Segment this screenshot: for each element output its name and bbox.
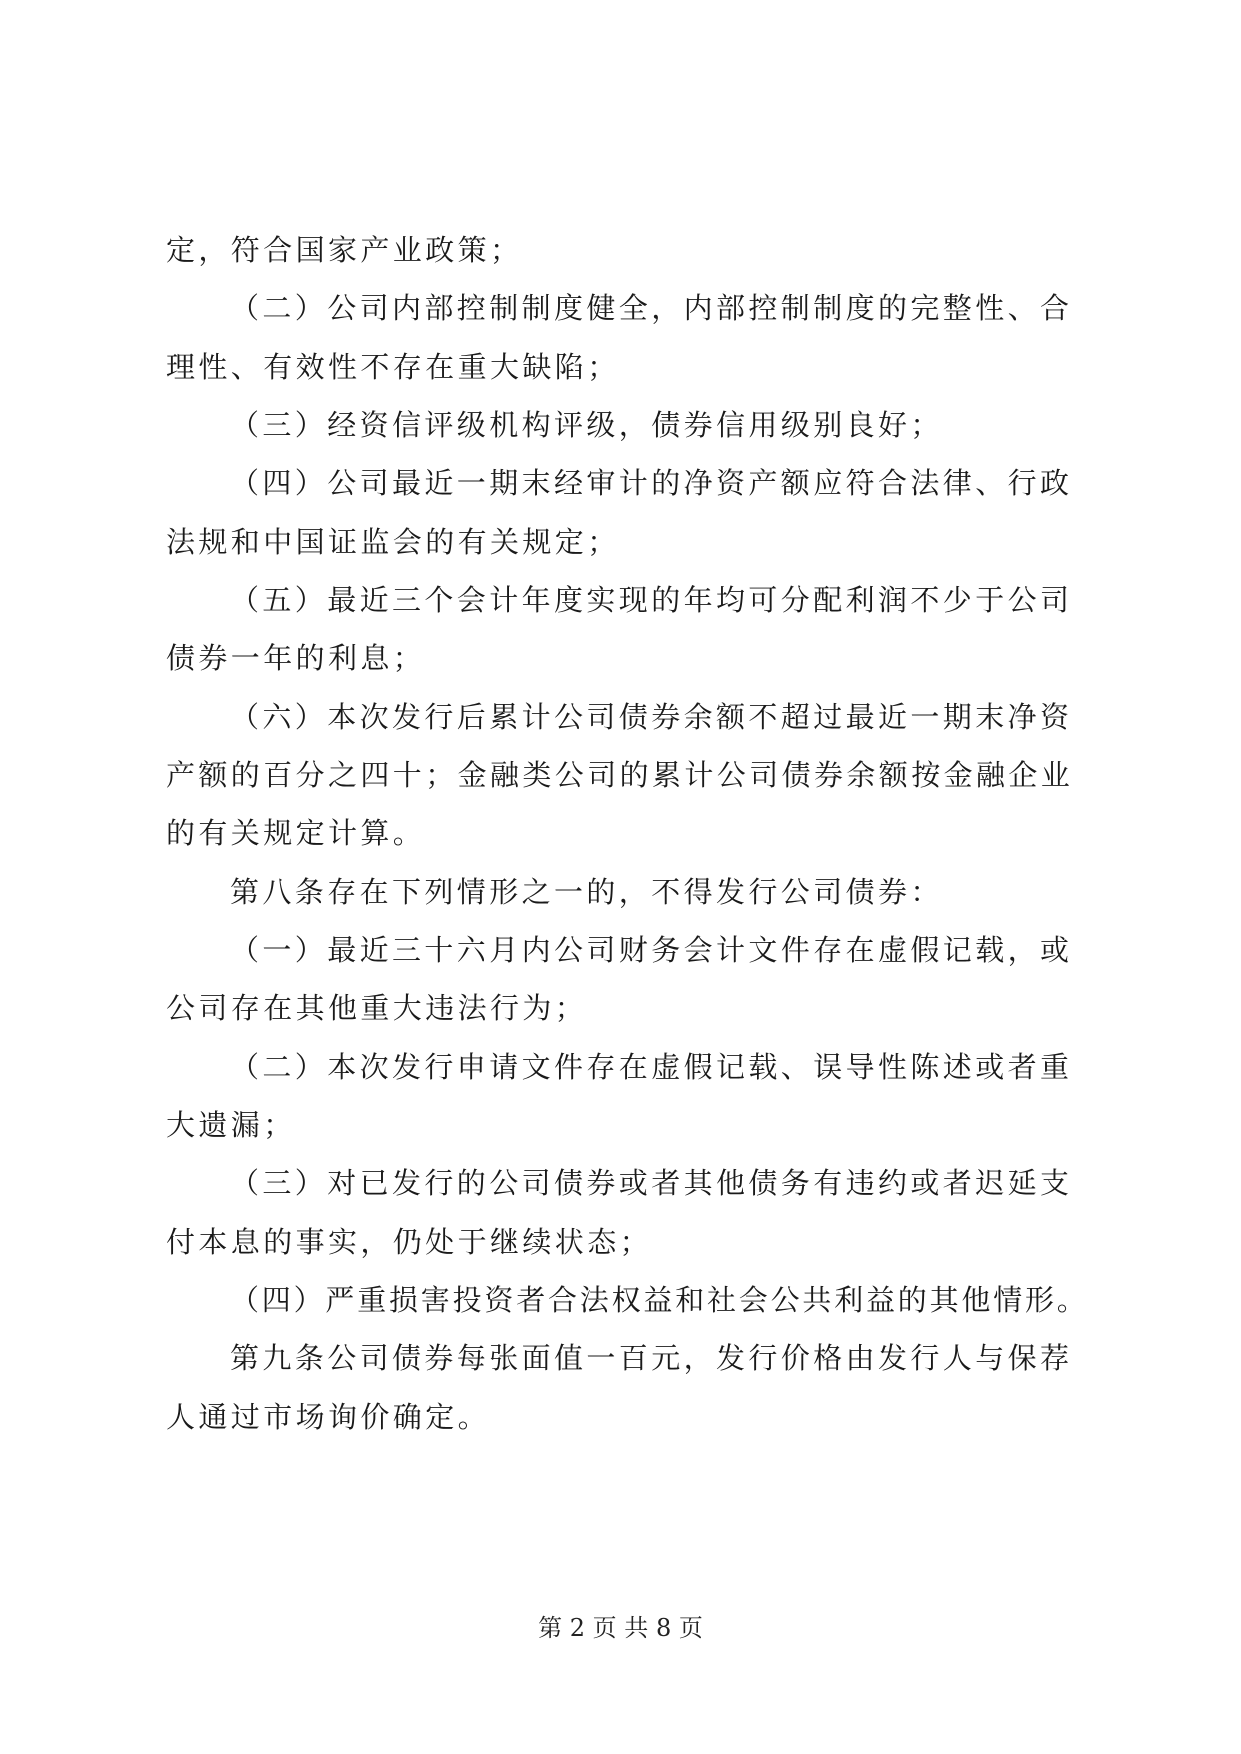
- text-line: 法规和中国证监会的有关规定；: [166, 525, 620, 559]
- text-line: 第八条存在下列情形之一的，不得发行公司债券：: [230, 875, 943, 909]
- text-line: 定，符合国家产业政策；: [166, 233, 523, 267]
- page-number-footer: 第 2 页 共 8 页: [538, 1614, 703, 1642]
- text-line: （二）本次发行申请文件存在虚假记载、误导性陈述或者重: [230, 1050, 1073, 1084]
- text-line: 债券一年的利息；: [166, 641, 426, 675]
- text-line: 的有关规定计算。: [166, 816, 426, 850]
- text-line: 理性、有效性不存在重大缺陷；: [166, 350, 620, 384]
- text-line: （二）公司内部控制制度健全，内部控制制度的完整性、合: [230, 291, 1073, 325]
- text-line: 人通过市场询价确定。: [166, 1400, 491, 1434]
- text-line: （五）最近三个会计年度实现的年均可分配利润不少于公司: [230, 583, 1073, 617]
- text-line: （四）严重损害投资者合法权益和社会公共利益的其他情形。: [230, 1283, 1089, 1317]
- text-line: 公司存在其他重大违法行为；: [166, 991, 588, 1025]
- text-line: 大遗漏；: [166, 1108, 296, 1142]
- text-line: （三）经资信评级机构评级，债券信用级别良好；: [230, 408, 943, 442]
- text-line: （六）本次发行后累计公司债券余额不超过最近一期末净资: [230, 700, 1073, 734]
- text-line: 第九条公司债券每张面值一百元，发行价格由发行人与保荐: [230, 1341, 1073, 1375]
- text-line: （一）最近三十六月内公司财务会计文件存在虚假记载，或: [230, 933, 1073, 967]
- text-line: （四）公司最近一期末经审计的净资产额应符合法律、行政: [230, 466, 1073, 500]
- text-line: 产额的百分之四十；金融类公司的累计公司债券余额按金融企业: [166, 758, 1074, 792]
- text-line: 付本息的事实，仍处于继续状态；: [166, 1225, 653, 1259]
- text-line: （三）对已发行的公司债券或者其他债务有违约或者迟延支: [230, 1166, 1073, 1200]
